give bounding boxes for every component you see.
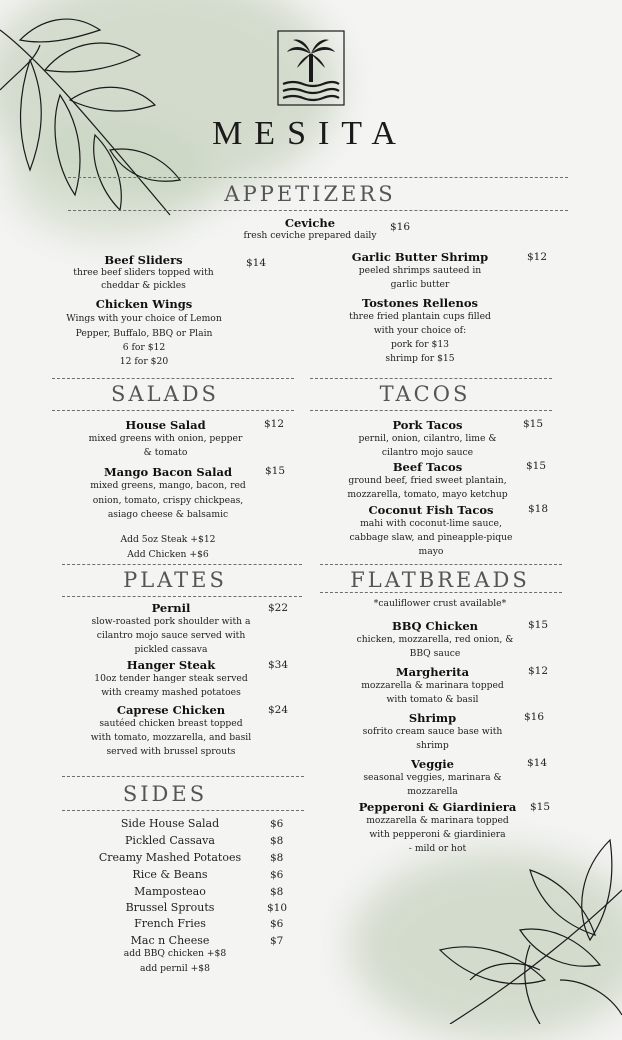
side-item-name: Brussel Sprouts [125, 901, 215, 914]
item-desc: with your choice of: [373, 325, 467, 336]
item-desc: cilantro mojo sauce served with [96, 630, 246, 641]
item-desc: & tomato [143, 447, 188, 458]
item-name: Veggie [411, 757, 454, 771]
item-desc: pernil, onion, cilantro, lime & [358, 433, 497, 444]
palm-tree-logo-icon [277, 30, 345, 106]
menu-item-mango-bacon-salad [88, 465, 248, 523]
menu-item-ceviche [230, 216, 390, 243]
item-desc: pickled cassava [134, 644, 208, 655]
section-divider [68, 177, 568, 178]
menu-item-bbq-chicken [355, 619, 515, 661]
item-desc: cilantro mojo sauce [381, 447, 474, 458]
menu-item-margherita [355, 665, 510, 707]
item-price: $16 [390, 221, 411, 233]
item-desc: peeled shrimps sauteed in [358, 265, 482, 276]
item-price: $14 [246, 257, 267, 269]
item-desc: mahi with coconut-lime sauce, [360, 518, 502, 529]
item-price: $24 [268, 704, 289, 716]
item-price: $15 [530, 801, 551, 813]
menu-item-beef-tacos [345, 460, 510, 502]
item-name: Tostones Rellenos [362, 296, 478, 310]
item-name: Pork Tacos [392, 418, 463, 432]
item-desc: ground beef, fried sweet plantain, [348, 475, 507, 486]
item-desc: Wings with your choice of Lemon [66, 313, 222, 324]
side-item-price: $6 [270, 918, 284, 930]
mac-n-cheese-addons [95, 947, 255, 975]
side-item-name: Rice & Beans [132, 868, 208, 881]
item-name: Hanger Steak [126, 658, 216, 672]
item-desc: sautéed chicken breast topped [99, 718, 243, 729]
section-divider [62, 810, 304, 811]
side-item-price: $8 [270, 835, 284, 847]
item-name: Pernil [151, 601, 191, 615]
item-price: $15 [526, 460, 547, 472]
item-price: $12 [264, 418, 285, 430]
addon-line: add BBQ chicken +$8 [123, 948, 227, 959]
menu-item-pernil [90, 601, 252, 657]
side-item-name: Pickled Cassava [125, 834, 215, 847]
item-price: $34 [268, 659, 289, 671]
item-price: $18 [528, 503, 549, 515]
item-desc: Pepper, Buffalo, BBQ or Plain [75, 328, 213, 339]
item-desc: three beef sliders topped with [73, 267, 214, 278]
item-price: $15 [265, 465, 286, 477]
menu-item-garlic-butter-shrimp [345, 250, 495, 292]
item-name: Chicken Wings [95, 297, 193, 311]
item-desc: mozzarella & marinara topped [366, 815, 509, 826]
item-desc: with tomato & basil [386, 694, 479, 705]
menu-item-beef-sliders [66, 253, 221, 292]
addon-line: add pernil +$8 [140, 963, 210, 974]
item-price: $14 [527, 757, 548, 769]
item-price: $12 [528, 665, 549, 677]
menu-item-chicken-wings [60, 297, 228, 369]
salads-heading: SALADS [111, 382, 219, 406]
item-name: Mango Bacon Salad [103, 465, 233, 479]
appetizers-heading: APPETIZERS [224, 182, 396, 206]
item-desc: 12 for $20 [119, 356, 169, 367]
section-divider [320, 592, 562, 593]
item-name: Beef Tacos [392, 460, 463, 474]
item-desc: onion, tomato, crispy chickpeas, [92, 494, 244, 506]
side-item-price: $6 [270, 869, 284, 881]
menu-item-shrimp-flatbread [355, 711, 510, 753]
menu-item-coconut-fish-tacos [345, 503, 517, 559]
sides-heading: SIDES [122, 782, 208, 806]
item-desc: pork for $13 [390, 339, 450, 350]
menu-item-hanger-steak [90, 658, 252, 700]
item-desc: cabbage slaw, and pineapple-pique [349, 532, 513, 543]
side-item-price: $8 [270, 852, 284, 864]
tacos-heading: TACOS [379, 382, 471, 406]
item-name: House Salad [125, 418, 206, 432]
leaf-branch-icon [410, 830, 622, 1024]
item-price: $22 [268, 602, 289, 614]
item-desc: 6 for $12 [122, 342, 166, 353]
section-divider [310, 410, 552, 411]
section-divider [310, 378, 552, 379]
item-desc: mayo [418, 546, 444, 557]
item-desc: slow-roasted pork shoulder with a [91, 616, 251, 627]
item-desc: with creamy mashed potatoes [101, 687, 241, 698]
item-desc: shrimp [416, 740, 449, 751]
item-desc: mixed greens, mango, bacon, red [90, 480, 246, 491]
menu-item-caprese-chicken [90, 703, 252, 759]
addon-line: Add 5oz Steak +$12 [120, 534, 216, 545]
item-name: Coconut Fish Tacos [368, 503, 494, 517]
side-item-name: Mamposteao [134, 885, 206, 898]
side-item-price: $8 [270, 886, 284, 898]
item-name: Margherita [395, 665, 470, 679]
brand-name: MESITA [212, 115, 408, 152]
section-divider [52, 410, 294, 411]
item-price: $15 [523, 418, 544, 430]
menu-item-tostones-rellenos [340, 296, 500, 366]
section-divider [52, 378, 294, 379]
plates-heading: PLATES [123, 568, 227, 592]
item-name: Beef Sliders [104, 253, 183, 267]
item-desc: 10oz tender hanger steak served [94, 673, 248, 684]
menu-item-house-salad [88, 418, 243, 460]
item-desc: with pepperoni & giardiniera [369, 829, 506, 840]
menu-item-pork-tacos [350, 418, 505, 460]
section-divider [62, 596, 302, 597]
side-item-name: Mac n Cheese [130, 934, 210, 947]
section-divider [62, 564, 302, 565]
item-name: Garlic Butter Shrimp [351, 250, 489, 264]
side-item-price: $6 [270, 818, 284, 830]
menu-item-veggie [355, 757, 510, 799]
item-desc: mozzarella, tomato, mayo ketchup [347, 489, 508, 500]
item-desc: fresh ceviche prepared daily [243, 230, 377, 241]
item-name: BBQ Chicken [392, 619, 478, 633]
item-desc: shrimp for $15 [385, 353, 455, 364]
section-divider [68, 210, 568, 211]
item-desc: three fried plantain cups filled [349, 311, 491, 322]
item-desc: garlic butter [390, 279, 450, 290]
side-item-price: $10 [267, 902, 288, 914]
item-price: $12 [527, 251, 548, 263]
item-price: $15 [528, 619, 549, 631]
side-item-name: French Fries [134, 917, 206, 930]
item-desc: seasonal veggies, marinara & [363, 772, 502, 783]
cauliflower-crust-note: *cauliflower crust available* [373, 598, 507, 609]
side-item-name: Creamy Mashed Potatoes [98, 851, 242, 864]
flatbreads-heading: FLATBREADS [350, 568, 530, 592]
item-name: Caprese Chicken [116, 703, 226, 717]
item-desc: chicken, mozzarella, red onion, & [356, 634, 514, 645]
addon-line: Add Chicken +$6 [127, 549, 209, 560]
item-desc: mozzarella & marinara topped [361, 680, 504, 691]
item-desc: - mild or hot [408, 843, 467, 854]
side-item-price: $7 [270, 935, 284, 947]
item-name: Shrimp [408, 711, 457, 725]
side-item-name: Side House Salad [120, 817, 220, 830]
item-name: Pepperoni & Giardiniera [358, 800, 517, 814]
section-divider [320, 564, 562, 565]
item-name: Ceviche [284, 216, 336, 230]
item-desc: with tomato, mozzarella, and basil [90, 732, 252, 743]
item-desc: mozzarella [407, 786, 458, 797]
item-desc: mixed greens with onion, pepper [88, 433, 243, 444]
item-price: $16 [524, 711, 545, 723]
menu-item-pepperoni-giardiniera [350, 800, 525, 856]
item-desc: served with brussel sprouts [106, 746, 236, 757]
item-desc: sofrito cream sauce base with [362, 726, 503, 737]
section-divider [62, 776, 304, 777]
item-desc: BBQ sauce [409, 648, 461, 659]
item-desc: cheddar & pickles [101, 279, 186, 291]
item-desc: asiago cheese & balsamic [107, 509, 229, 520]
salad-addons [88, 532, 248, 562]
